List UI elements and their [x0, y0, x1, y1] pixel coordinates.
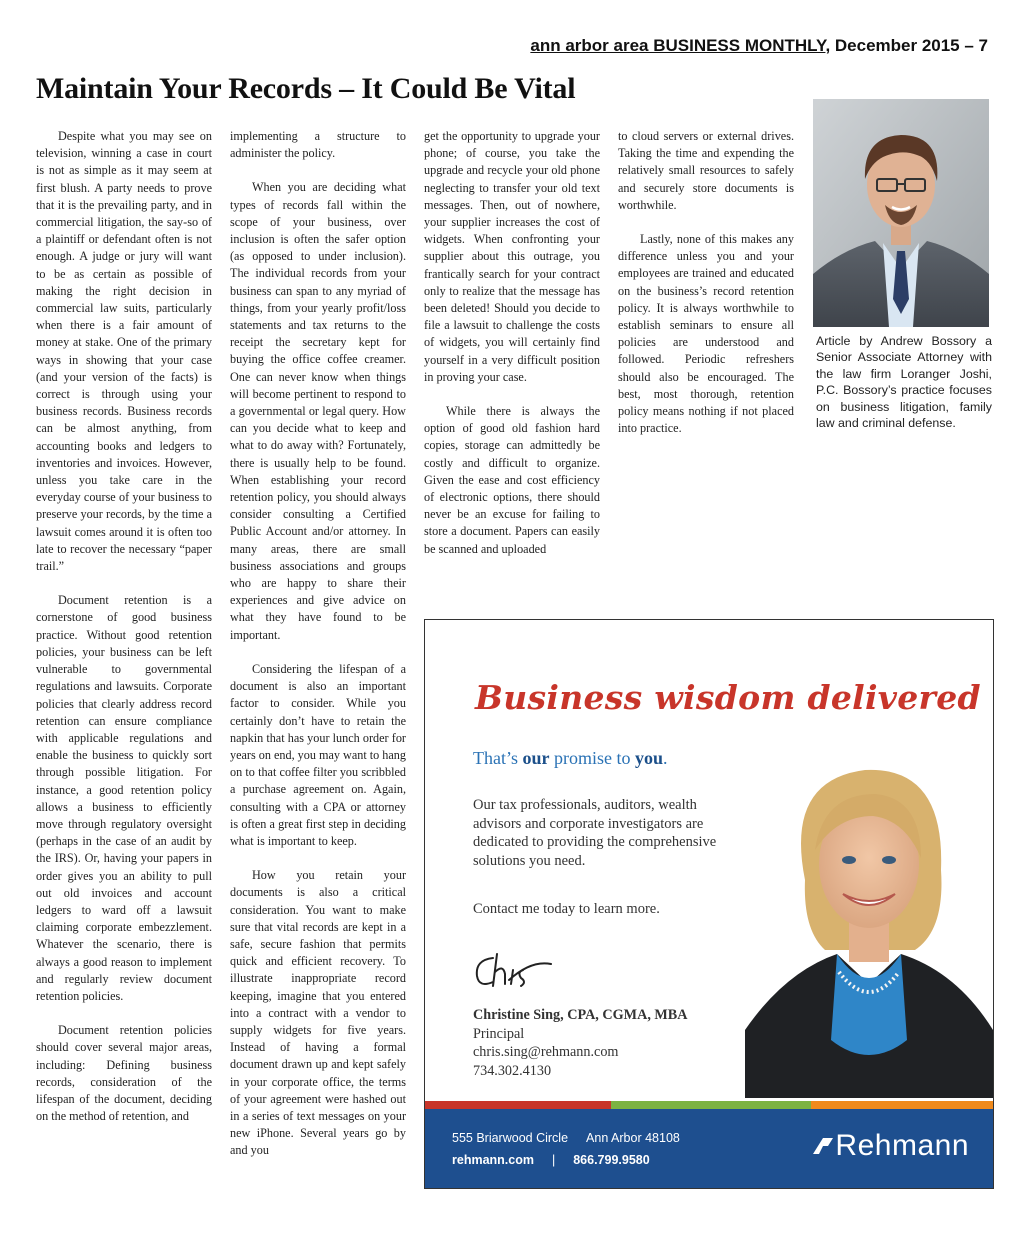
- signer-name: Christine Sing, CPA, CGMA, MBA: [473, 1007, 688, 1023]
- rehmann-wordmark: Rehmann: [835, 1129, 969, 1162]
- article-column-1: [36, 128, 212, 1142]
- color-stripe: [425, 1101, 993, 1109]
- promise-text: promise to: [549, 748, 635, 768]
- rehmann-logo: [811, 1129, 969, 1163]
- paragraph: While there is always the option of good old fashion hard copies, storage can admittedly be costly and difficult to organize. Given the ease and cost efficiency of electronic options, there should never be an excuse for failing to store a document. Papers can easily be scanned and uploaded: [424, 404, 600, 556]
- toll-free-phone[interactable]: 866.799.9580: [573, 1153, 650, 1167]
- ad-body: Our tax professionals, auditors, wealth advisors and corporate investigators are dedicated to providing the comprehensive solutions you need.: [473, 797, 717, 869]
- masthead: [530, 36, 988, 56]
- paragraph: Lastly, none of this makes any difference unless you and your employees are trained and educated on the business’s record retention policy. It is always worthwhile to establish seminars to ensure all policies are understood and followed. Periodic refreshers should also be encouraged. The best, most thorough, retention policy means nothing if not placed into practice.: [618, 232, 794, 436]
- article-column-3: [424, 128, 600, 575]
- ad-footer: [425, 1109, 993, 1189]
- ad-title: Business wisdom delivered: [475, 678, 981, 717]
- christine-sing-photo: [745, 740, 993, 1098]
- promise-text: .: [663, 748, 668, 768]
- paragraph: implementing a structure to administer the policy.: [230, 129, 406, 161]
- article-column-2: [230, 128, 406, 1177]
- article-headline: Maintain Your Records – It Could Be Vital: [36, 72, 576, 105]
- separator: |: [551, 1153, 556, 1167]
- promise-text: That’s: [473, 748, 523, 768]
- ad-address: [452, 1131, 680, 1145]
- ad-web-phone: [452, 1153, 650, 1167]
- paragraph: Document retention is a cornerstone of good business practice. Without good retention policies, your business can be left vulnerable to governmental regulations and lawsuits. Corporate policies that clearly address record retention can ensure compliance with applicable regulations and enable the business to quickly sort through possible litigation. For instance, a good retention policy allows a business to efficiently move through regulatory oversight (perhaps in the case of an audit by the IRS). Or, having your papers in order gives you an ability to pull out old invoices and account ledgers to ward off a lawsuit claiming corporate embezzlement. Whatever the scenario, there is always a good reason to implement and regularly review document retention policies.: [36, 593, 212, 1003]
- author-photo: [813, 99, 989, 327]
- paragraph: When you are deciding what types of records fall within the scope of your business, over inclusion is often the safer option (as opposed to under inclusion). The individual records from your business can span to any myriad of things, from your yearly profit/loss statements and tax returns to the receipt the secretary kept for buying the office coffee creamer. One can never know when things will become pertinent to respond to a governmental or legal query. How can you decide what to keep and what to do away with? Fortunately, there is usually help to be found. When establishing your record retention policy, you should always consider consulting a Certified Public Account and/or attorney. In many areas, there are small business associations and groups who are happy to share their experiences and give advice on what they have found to be important.: [230, 180, 406, 642]
- promise-emphasis-you: you: [635, 748, 664, 768]
- signer-block: [473, 1006, 688, 1080]
- ad-promise: [473, 748, 668, 769]
- paragraph: How you retain your documents is also a critical consideration. You want to make sure that vital records are kept in a safe, secure fashion that permits quick and efficient recovery. To illustrate inappropriate record keeping, imagine that you entered into a contract with a vendor to supply widgets for five years. Instead of having a formal document drawn up and kept safely in your corporate office, the terms of your agreement were hashed out in a series of text messages on your new iPhone. Several years go by and you: [230, 868, 406, 1158]
- promise-emphasis-our: our: [522, 748, 550, 768]
- issue-date-page: , December 2015 – 7: [825, 36, 988, 55]
- paragraph: Document retention policies should cover several major areas, including: Defining business records, consideration of the lifespan of the document, deciding on the method of retention, and: [36, 1023, 212, 1124]
- paragraph: to cloud servers or external drives. Taking the time and expending the relatively small resources to safely and securely store documents is worthwhile.: [618, 129, 794, 212]
- website-link[interactable]: rehmann.com: [452, 1153, 534, 1167]
- paragraph: Considering the lifespan of a document is also an important factor to consider. While you certainly don’t have to retain the napkin that has your lunch order for years on end, you may want to hang on to that coffee filter you scribbled a purchase agreement on. Again, consulting with a CPA or attorney is often a great first step in deciding what is important to keep.: [230, 661, 406, 848]
- author-bio: Article by Andrew Bossory a Senior Associate Attorney with the law firm Loranger Joshi, P.C. Bossory’s practice focuses on business litigation, family law and criminal defense.: [816, 334, 992, 431]
- city: Ann Arbor 48108: [586, 1131, 680, 1145]
- paragraph: get the opportunity to upgrade your phone; of course, you take the upgrade and recycle your old phone neglecting to transfer your old text messages. Then, out of nowhere, your supplier increases the cost of widgets. When confronting your supplier about this outrage, you frantically search for your contract only to realize that the message has been deleted! Should you decide to file a lawsuit to challenge the costs of widgets, you will certainly find yourself in a very difficult position in proving your case.: [424, 129, 600, 384]
- rehmann-mark-icon: [811, 1134, 835, 1158]
- article-column-4: [618, 128, 794, 454]
- signer-phone[interactable]: 734.302.4130: [473, 1062, 552, 1079]
- street: 555 Briarwood Circle: [452, 1131, 569, 1145]
- rehmann-advertisement[interactable]: [424, 619, 994, 1189]
- paragraph: Despite what you may see on television, winning a case in court is not as simple as it may seem at first blush. A party needs to prove that it is the prevailing party, and in commercial litigation, the say-so of a plaintiff or defendant often is not enough. A judge or jury will want to be as certain as possible of making the right decision in commercial law suits, particularly when there is a fair amount of money at stake. One of the primary ways in showing that your case (and your version of the facts) is correct is through using your business records. Business records can be almost anything, from accounting books and ledgers to inventories and invoices. However, unless you take care in the everyday course of your business to preserve your records, by the time a lawsuit comes around it is often too late to recover the necessary “paper trail.”: [36, 129, 212, 574]
- signature: [471, 950, 561, 999]
- signer-email[interactable]: chris.sing@rehmann.com: [473, 1044, 619, 1061]
- signer-role: Principal: [473, 1025, 525, 1042]
- ad-call-to-action: Contact me today to learn more.: [473, 901, 660, 917]
- publication-name: ann arbor area BUSINESS MONTHLY: [530, 36, 826, 55]
